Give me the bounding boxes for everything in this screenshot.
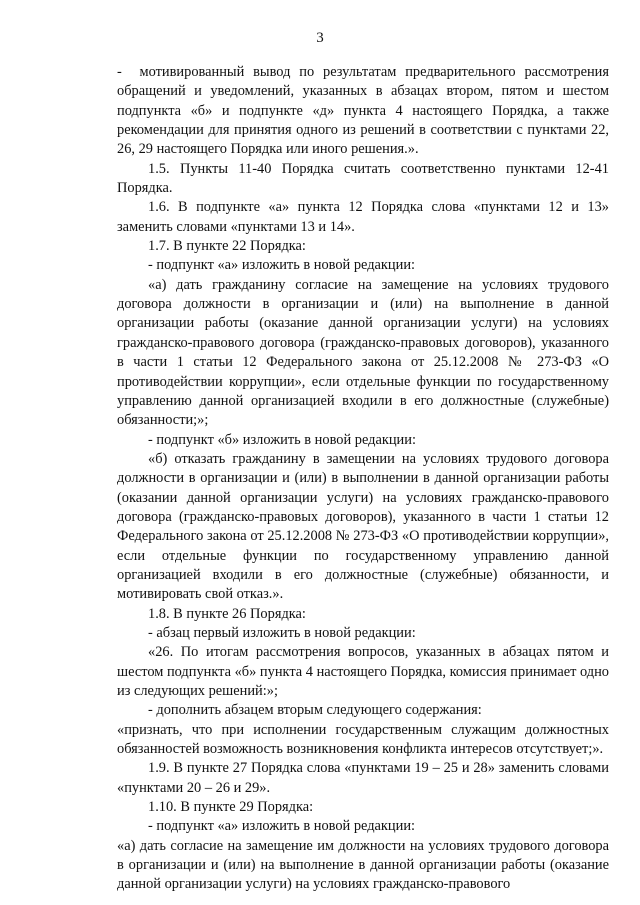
paragraph-1-8-second-para-intro: - дополнить абзацем вторым следующего содержания: [148,702,482,719]
paragraph-1-10-subitem-a-intro: - подпункт «а» изложить в новой редакции: [148,818,416,835]
paragraph-1-10-subitem-a-text: «а) дать согласие на замещение им должности на условиях трудового договора в организации и (или) на выполнение в данной организации работы (оказание данной организации услуги) на условиях гражданско-правового [117,837,609,893]
paragraph-motivated-conclusion: - мотивированный вывод по результатам предварительного рассмотрения обращений и уведомлений, указанных в абзацах втором, пятом и шестом подпункта «б» и подпункте «д» пункта 4 настоящего Порядка, а также рекомендации для принятия одного из решений в соответствии с пунктами 22, 26, 29 настоящего Порядка или иного решения.». [117,64,609,158]
paragraph-1-5: 1.5. Пункты 11-40 Порядка считать соответственно пунктами 12-41 Порядка. [117,160,609,197]
page-number: 3 [316,30,324,46]
paragraph-1-7-subitem-a-intro: - подпункт «а» изложить в новой редакции: [148,257,416,274]
paragraph-1-7-subitem-b-text: «б) отказать гражданину в замещении на условиях трудового договора должности в организации и (или) в выполнении в данной организации работы (оказании данной организации услуги) на условиях гражданско-правового договора (гражданско-правовых договоров), указанного в части 1 статьи 12 Федерального закона от 25.12.2008 № 273-ФЗ «О противодействии коррупции», если отдельные функции по государственному управлению данной организацией входили в его должностные (служебные) обязанности, и мотивировать свой отказ.». [117,450,609,603]
paragraph-1-7: 1.7. В пункте 22 Порядка: [148,238,306,255]
paragraph-1-10: 1.10. В пункте 29 Порядка: [148,799,314,816]
paragraph-1-8-first-para-intro: - абзац первый изложить в новой редакции: [148,624,416,641]
document-body [117,63,609,895]
paragraph-1-7-subitem-b-intro: - подпункт «б» изложить в новой редакции: [148,431,416,448]
paragraph-1-8-second-para-text: «признать, что при исполнении государственным служащим должностных обязанностей возможность возникновения конфликта интересов отсутствует;». [117,721,609,758]
paragraph-1-8-first-para-text: «26. По итогам рассмотрения вопросов, указанных в абзацах пятом и шестом подпункта «б» пункта 4 настоящего Порядка, комиссия принимает одно из следующих решений:»; [117,644,609,699]
paragraph-1-9: 1.9. В пункте 27 Порядка слова «пунктами 19 – 25 и 28» заменить словами «пунктами 20 – 26 и 29». [117,760,609,796]
paragraph-1-8: 1.8. В пункте 26 Порядка: [148,605,306,622]
paragraph-1-6: 1.6. В подпункте «а» пункта 12 Порядка слова «пунктами 12 и 13» заменить словами «пунктами 13 и 14». [117,199,609,235]
paragraph-1-7-subitem-a-text: «а) дать гражданину согласие на замещение на условиях трудового договора должности в организации и (или) на выполнение в данной организации работы (оказание данной организации услуги) на условиях гражданско-правового договора (гражданско-правовых договоров), указанного в части 1 статьи 12 Федерального закона от 25.12.2008 № 273-ФЗ «О противодействии коррупции», если отдельные функции по государственному управлению данной организацией входили в его должностные (служебные) обязанности;»; [117,276,609,429]
